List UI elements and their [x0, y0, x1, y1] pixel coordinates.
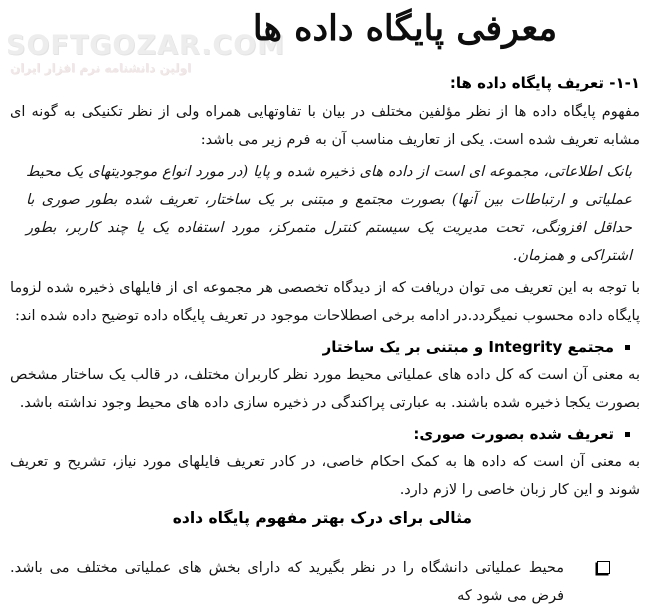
section-heading: ۱-۱- تعریف پایگاه داده ها:: [449, 74, 640, 92]
term-heading-label: تعریف شده بصورت صوری:: [413, 425, 614, 443]
term-body: به معنی آن است که داده ها به کمک احکام خاصی، در کادر تعریف فایلهای مورد نیاز، تشریح و تعریف شوند و این کار زبان خاصی را لازم دارد.: [10, 454, 640, 498]
softgozar-watermark-logo: SOFTGOZAR.COM: [6, 30, 286, 61]
term-item: [0, 333, 650, 417]
term-heading-label: مجتمع Integrity و مبتنی بر یک ساختار: [322, 338, 614, 356]
term-body: به معنی آن است که کل داده های عملیاتی محیط مورد نظر کاربران مختلف، در قالب یک ساختار مشخص بصورت یکجا ذخیره شده باشند. به عبارتی پراکندگی در ذخیره سازی داده های محیط وجود نداشته باشد.: [10, 367, 640, 411]
example-list-item: [10, 554, 610, 610]
intro-paragraph: مفهوم پایگاه داده ها از نظر مؤلفین مختلف در بیان با تفاوتهایی همراه ولی از نظر تکنیکی به گونه ای مشابه تعریف شده است. یکی از تعاریف مناسب آن به فرم زیر می باشد:: [10, 104, 640, 148]
term-item: [0, 420, 650, 504]
example-item-text: محیط عملیاتی دانشگاه را در نظر بگیرید که دارای بخش های عملیاتی مختلف می باشد. فرض می شود که: [10, 560, 564, 604]
after-definition-paragraph: با توجه به این تعریف می توان دریافت که از دیدگاه تخصصی هر مجموعه ای از فایلهای ذخیره شده لزوما پایگاه داده محسوب نمیگردد.در ادامه برخی اصطلاحات موجود در تعریف پایگاه داده توضیح داده شده اند:: [10, 280, 640, 324]
shadowed-square-bullet-icon: [597, 561, 610, 574]
black-square-bullet-icon: [625, 345, 630, 350]
example-heading: مثالی برای درک بهتر مفهوم پایگاه داده: [172, 509, 472, 527]
term-heading: [10, 333, 630, 361]
black-square-bullet-icon: [625, 432, 630, 437]
definition-quote: بانک اطلاعاتی، مجموعه ای است از داده های ذخیره شده و پایا (در مورد انواع موجودیتهای یک محیط عملیاتی و ارتباطات بین آنها) بصورت مجتمع و مبتنی بر یک ساختار، تعریف شده بطور صوری با حداقل افزونگی، تحت مدیریت یک سیستم کنترل متمرکز، مورد استفاده یک یا چند کاربر، بطور اشتراکی و همزمان.: [26, 164, 632, 264]
watermark-tagline: اولین دانشنامه نرم افزار ایران: [10, 61, 192, 75]
term-heading: [10, 420, 630, 448]
page-title: معرفی پایگاه داده ها: [252, 8, 558, 49]
